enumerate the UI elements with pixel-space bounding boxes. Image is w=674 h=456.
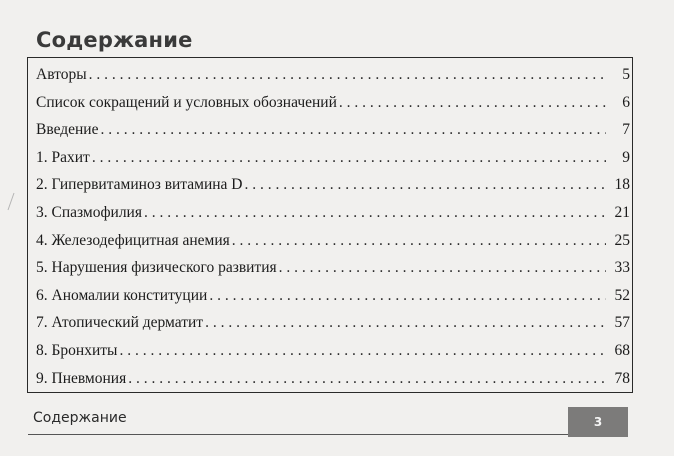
toc-entry[interactable] — [36, 287, 630, 315]
toc-entry[interactable] — [36, 66, 630, 94]
toc-entry[interactable] — [36, 370, 630, 398]
toc-entry-title: 1. Рахит — [36, 148, 90, 166]
toc-entry-page: 78 — [614, 369, 630, 387]
toc-entry-page: 6 — [622, 93, 630, 111]
running-footer-title: Содержание — [33, 410, 127, 426]
toc-entry-page: 18 — [614, 176, 630, 194]
toc-entry-title: 3. Спазмофилия — [36, 203, 142, 221]
toc-entry-title: 6. Аномалии конституции — [36, 286, 208, 304]
toc-entry-page: 52 — [614, 286, 630, 304]
toc-entry[interactable] — [36, 149, 630, 177]
toc-leader-dots — [92, 149, 606, 167]
toc-entry-page: 57 — [614, 314, 630, 332]
page-number-badge: 3 — [568, 407, 628, 437]
toc-entry-page: 33 — [614, 259, 630, 277]
toc-entry-title: 7. Атопический дерматит — [36, 314, 204, 332]
toc-entry[interactable] — [36, 342, 630, 370]
toc-leader-dots — [128, 370, 606, 388]
toc-leader-dots — [339, 94, 606, 112]
toc-entry-page: 9 — [622, 148, 630, 166]
toc-entry-page: 5 — [622, 66, 630, 83]
paper-scratch-mark — [6, 192, 16, 212]
toc-entry[interactable] — [36, 314, 630, 342]
toc-entry-title: Введение — [36, 121, 99, 139]
toc-leader-dots — [119, 342, 606, 360]
toc-entry-page: 25 — [614, 231, 630, 249]
toc-leader-dots — [100, 121, 606, 139]
toc-leader-dots — [209, 287, 606, 305]
toc-leader-dots — [245, 176, 607, 194]
footer-divider — [28, 434, 568, 435]
toc-entry[interactable] — [36, 259, 630, 287]
toc-entry-page: 68 — [614, 341, 630, 359]
toc-entry[interactable] — [36, 176, 630, 204]
toc-leader-dots — [144, 204, 606, 222]
toc-entry[interactable] — [36, 94, 630, 122]
toc-entry-title: 5. Нарушения физического развития — [36, 259, 277, 277]
toc-entry-page: 7 — [622, 121, 630, 139]
toc-entry[interactable] — [36, 232, 630, 260]
toc-entry-title: 8. Бронхиты — [36, 341, 118, 359]
toc-leader-dots — [205, 314, 606, 332]
page-title: Содержание — [36, 28, 193, 52]
toc-entry-title: 4. Железодефицитная анемия — [36, 231, 230, 249]
toc-list — [36, 66, 630, 397]
toc-leader-dots — [89, 66, 606, 84]
toc-entry[interactable] — [36, 204, 630, 232]
toc-entry[interactable] — [36, 121, 630, 149]
toc-entry-title: Авторы — [36, 66, 87, 83]
toc-leader-dots — [279, 259, 606, 277]
toc-entry-title: 2. Гипервитаминоз витамина D — [36, 176, 243, 194]
toc-entry-title: Список сокращений и условных обозначений — [36, 93, 337, 111]
toc-leader-dots — [232, 232, 606, 250]
toc-entry-title: 9. Пневмония — [36, 369, 127, 387]
toc-entry-page: 21 — [614, 203, 630, 221]
